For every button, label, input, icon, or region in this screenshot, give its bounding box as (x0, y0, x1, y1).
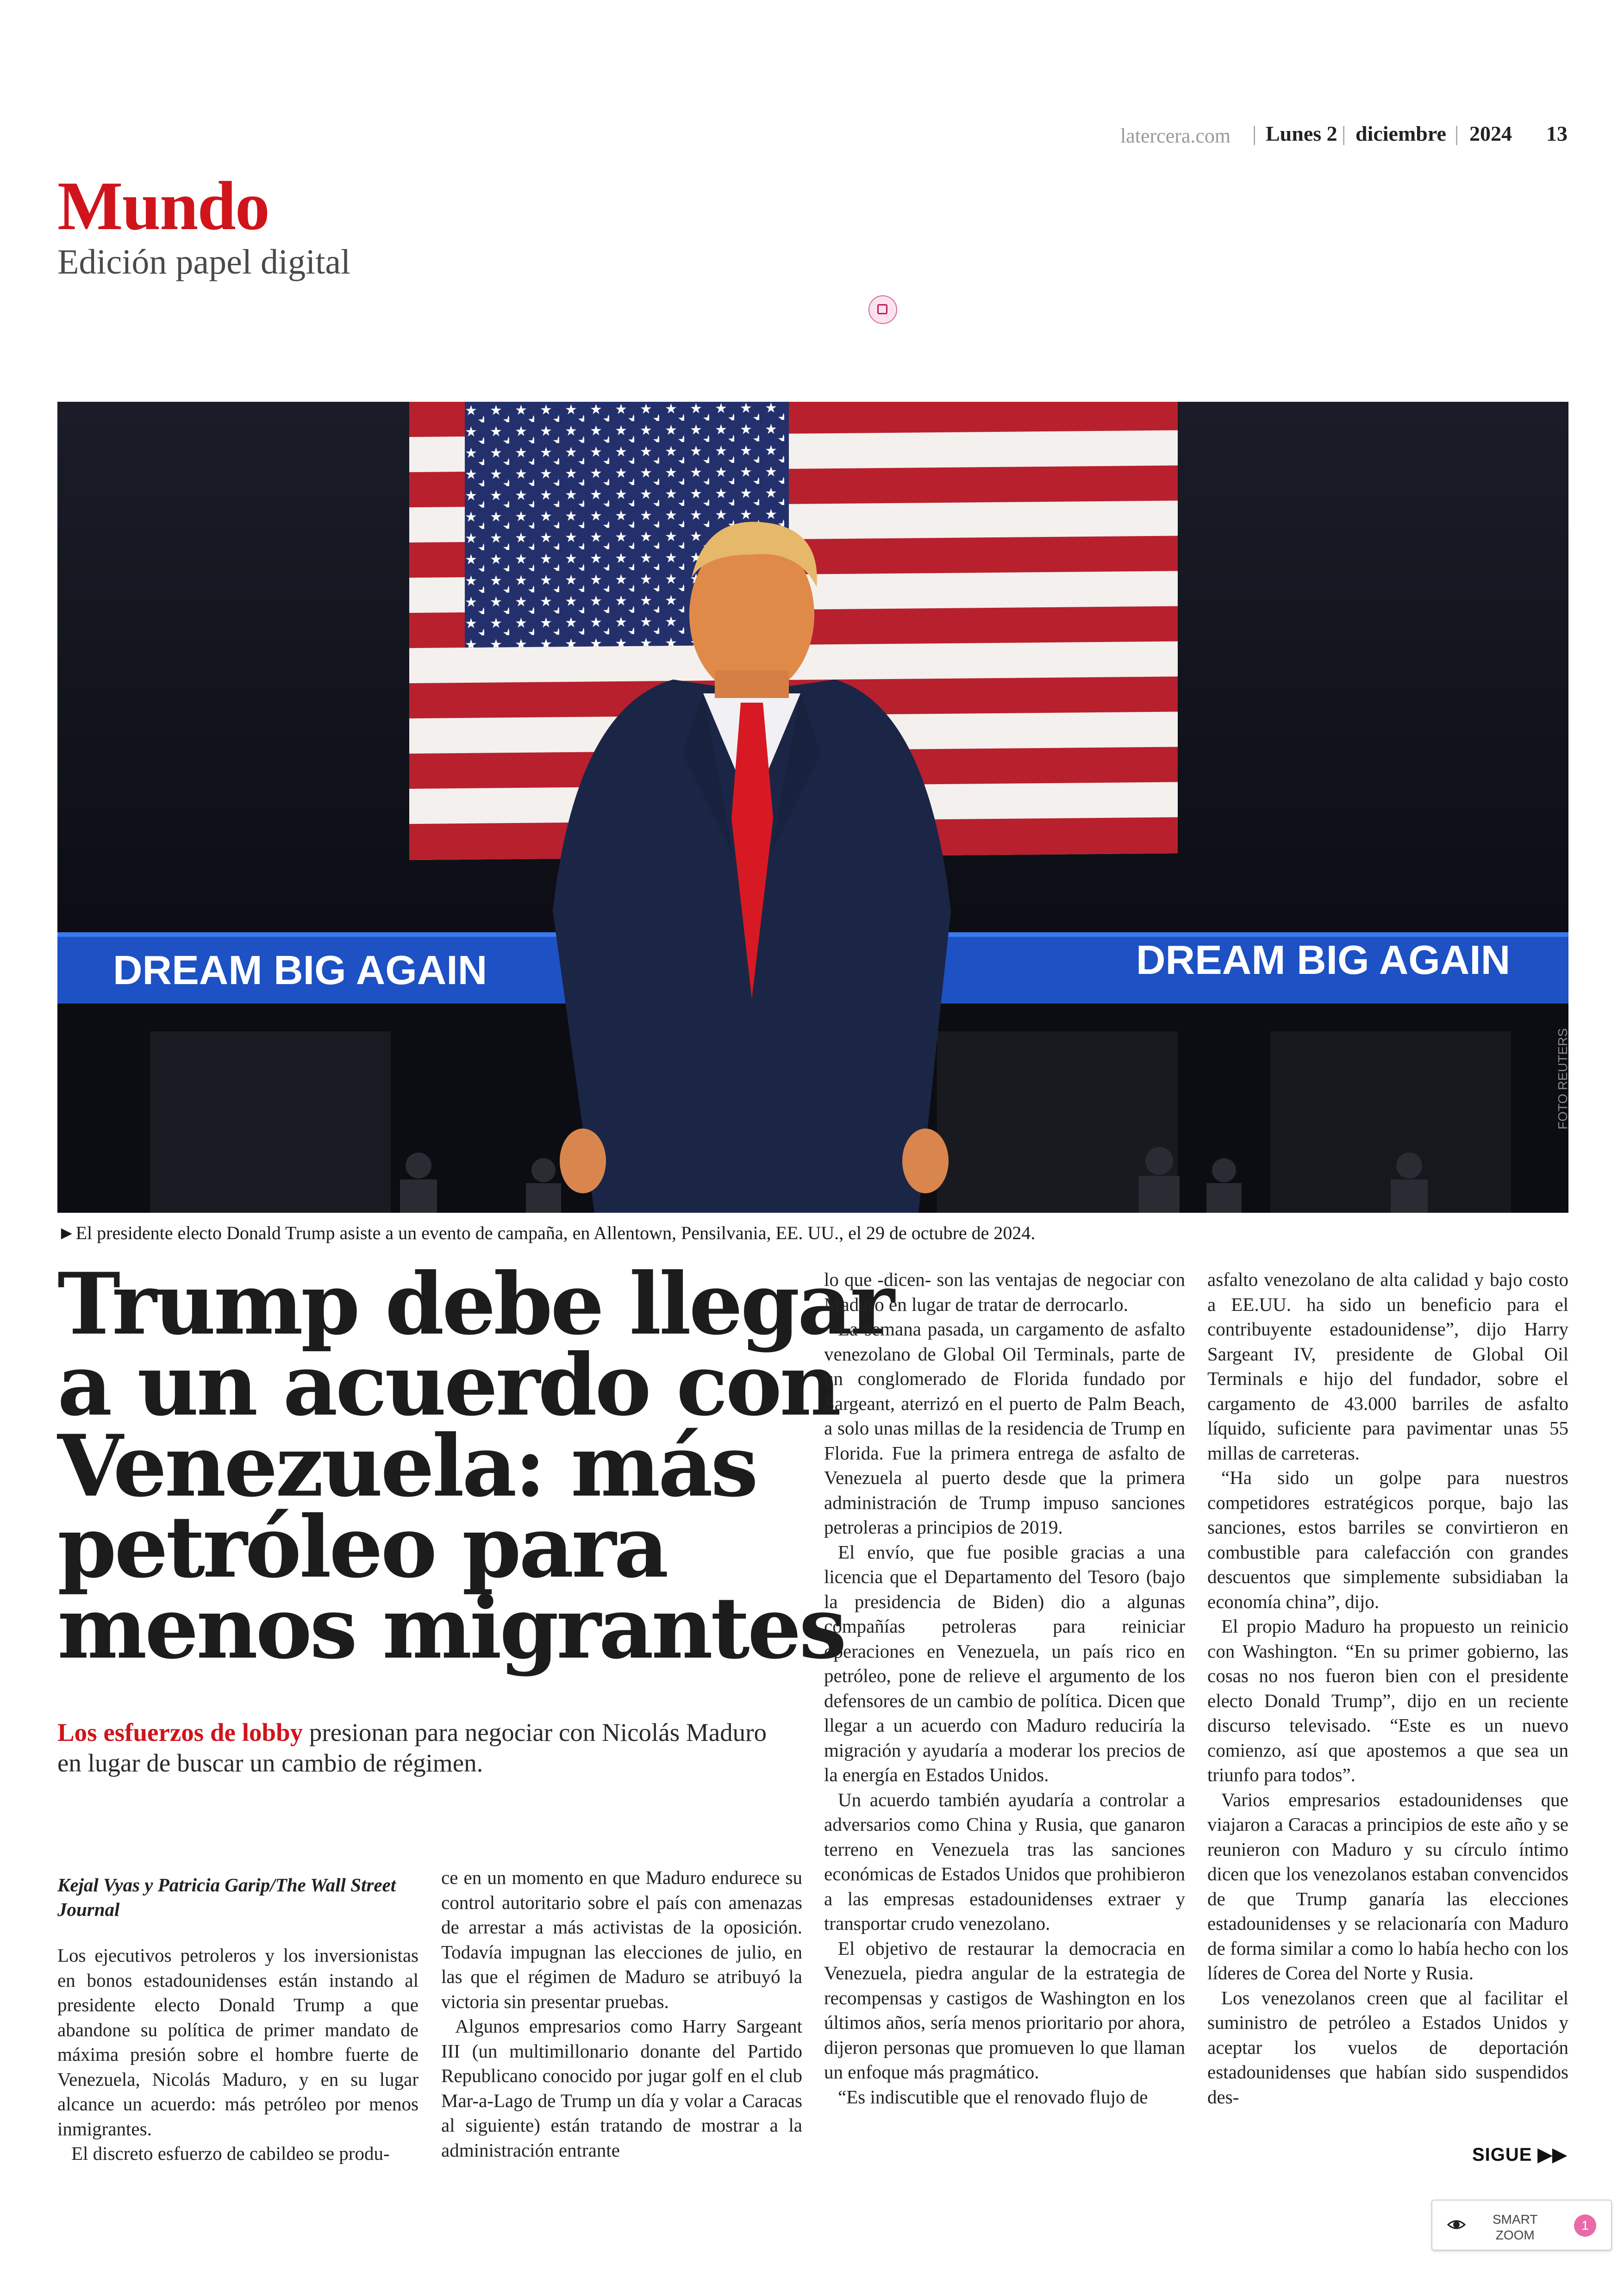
headline-line: Trump debe llegar (57, 1254, 893, 1354)
banner-left: DREAM BIG AGAIN (113, 947, 487, 993)
paragraph: Los venezolanos creen que al facilitar el suministro de petróleo a Estados Unidos y aceptar los vuelos de deportación estadounidenses que habían sido suspendidos des- (1207, 1987, 1568, 2108)
smart-zoom-label-line: SMART (1493, 2212, 1538, 2226)
column-2 (441, 1865, 802, 2163)
paragraph: La semana pasada, un cargamento de asfalto venezolano de Global Oil Terminals, parte de un conglomerado de Florida fundado por Sargeant, aterrizó en el puerto de Palm Beach, a solo unas millas de la residencia de Trump en Florida. Fue la primera entrega de asfalto de Venezuela al puerto desde que la primera administración de Trump impuso sanciones petroleras a principios de 2019. (824, 1318, 1185, 1538)
paragraph: El envío, que fue posible gracias a una licencia que el Departamento del Tesoro (bajo la presidencia de Biden) dio a algunas compañías petroleras para reiniciar operaciones en Venezuela, un país rico en petróleo, pone de relieve el argumento de los defensores de un cambio de política. Dicen que llegar a un acuerdo con Maduro reduciría la migración y ayudaría a moderar los precios de la energía en Estados Unidos. (824, 1541, 1185, 1785)
deck-text: presionan para negociar con Nicolás Maduro en lugar de buscar un cambio de régimen. (57, 1718, 767, 1777)
headline-line: a un acuerdo con (57, 1335, 839, 1435)
header-day: Lunes 2 (1266, 122, 1337, 145)
headline-line: menos migrantes (57, 1578, 845, 1678)
smart-zoom-button[interactable] (1431, 2200, 1612, 2251)
site-name[interactable]: latercera.com (1120, 125, 1231, 147)
eye-icon (1447, 2216, 1466, 2233)
paragraph: Varios empresarios estadounidenses que viajaron a Caracas a principios de este año y se reunieron con Maduro y su círculo íntimo dicen que los venezolanos estaban convencidos de que Trump ganaría las elecciones estadounidenses y se relacionaría con Maduro de forma similar a como lo había hecho con los líderes de Corea del Norte y Rusia. (1207, 1789, 1568, 1983)
column-3 (824, 1267, 1185, 2109)
photo-caption: ►El presidente electo Donald Trump asiste a un evento de campaña, en Allentown, Pensilvania, EE. UU., el 29 de octubre de 2024. (57, 1222, 1036, 1243)
column-4 (1207, 1267, 1568, 2109)
paragraph: El objetivo de restaurar la democracia en Venezuela, piedra angular de la estrategia de recompensas y castigos de Washington en los últimos años, sería menos prioritario por ahora, dijeron personas que promueven lo que llaman un enfoque más pragmático. (824, 1937, 1185, 2083)
header-year: 2024 (1469, 122, 1512, 145)
page-number: 13 (1546, 122, 1568, 145)
paragraph: El propio Maduro ha propuesto un reinicio con Washington. “En su primer gobierno, las cosas no nos fueron bien con el presidente electo Donald Trump”, dijo en un reciente discurso televisado. “Este es un nuevo comienzo, así que apostemos a que sea un triunfo para todos”. (1207, 1615, 1568, 1785)
headline-line: petróleo para (57, 1497, 667, 1597)
column-1 (57, 1943, 418, 2166)
header-month: diciembre (1355, 122, 1446, 145)
continue-label[interactable]: SIGUE ▶▶ (1472, 2145, 1568, 2165)
header-divider: | (1455, 122, 1459, 145)
section-title: Mundo (57, 168, 269, 244)
paragraph: Los ejecutivos petroleros y los inversionistas en bonos estadounidenses están instando al presidente electo Donald Trump a que abandone su política de primer mandato de máxima presión sobre el hombre fuerte de Venezuela, Nicolás Maduro, y en su lugar alcance un acuerdo: más petróleo por menos inmigrantes. (57, 1945, 418, 2139)
smart-zoom-badge: 1 (1574, 2214, 1596, 2237)
paragraph: Algunos empresarios como Harry Sargeant III (un multimillonario donante del Partido Republicano conocido por jugar golf en el club Mar-a-Lago de Trump un día y volar a Caracas al siguiente) están tratando de mostrar a la administración entrante (441, 2015, 802, 2161)
deck (57, 1717, 780, 1778)
paragraph: “Es indiscutible que el renovado flujo de (838, 2086, 1148, 2108)
headline-line: Venezuela: más (57, 1416, 756, 1516)
smart-zoom-label-line: ZOOM (1495, 2228, 1535, 2242)
paragraph: Un acuerdo también ayudaría a controlar a adversarios como China y Rusia, que ganaron terreno en Venezuela tras las sanciones económicas de Estados Unidos que prohibieron a las empresas estadounidenses extraer y transportar crudo venezolano. (824, 1789, 1185, 1934)
byline: Kejal Vyas y Patricia Garip/The Wall Street Journal (57, 1874, 396, 1920)
smart-zoom-label (1493, 2212, 1538, 2243)
header-divider: | (1342, 122, 1346, 145)
paragraph: lo que -dicen- son las ventajas de negociar con Maduro en lugar de tratar de derrocarlo. (824, 1269, 1185, 1315)
headline (57, 1254, 893, 1678)
photo-credit: FOTO REUTERS (1555, 1028, 1570, 1129)
paragraph: asfalto venezolano de alta calidad y bajo costo a EE.UU. ha sido un beneficio para el contribuyente estadounidense”, dijo Harry Sargeant IV, presidente de Global Oil Terminals e hijo del fundador, sobre el cargamento de 43.000 barriles de asfalto líquido, suficiente para pavimentar unas 55 millas de carreteras. (1207, 1269, 1568, 1464)
edition-label: Edición papel digital (57, 243, 351, 281)
paragraph: El discreto esfuerzo de cabildeo se produ- (71, 2143, 390, 2164)
header-divider: | (1252, 122, 1257, 145)
paragraph: “Ha sido un golpe para nuestros competidores estratégicos porque, bajo las sanciones, estos barriles se convirtieron en combustible para calefacción con grandes descuentos que simplemente subsidiaban la economía china”, dijo. (1207, 1467, 1568, 1612)
magnet-icon[interactable] (868, 295, 897, 324)
deck-lead: Los esfuerzos de lobby (57, 1718, 303, 1746)
banner-right: DREAM BIG AGAIN (1136, 937, 1511, 983)
photo-illustration (57, 402, 1568, 1213)
paragraph: ce en un momento en que Maduro endurece su control autoritario sobre el país con amenazas de arrestar a más activistas de la oposición. Todavía impugnan las elecciones de julio, en las que el régimen de Maduro se atribuyó la victoria sin presentar pruebas. (441, 1867, 802, 2012)
lead-photo (57, 402, 1568, 1213)
